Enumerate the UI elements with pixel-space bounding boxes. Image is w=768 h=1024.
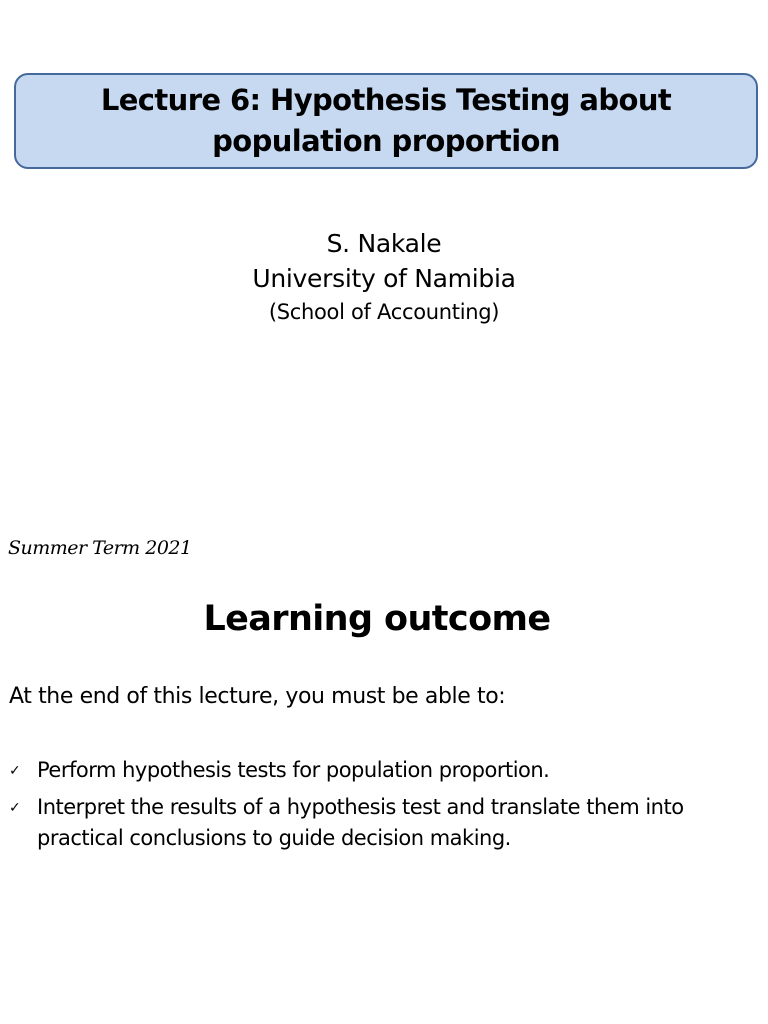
lecture-title-line-1: Lecture 6: Hypothesis Testing about bbox=[100, 83, 672, 117]
learning-outcome-heading: Learning outcome bbox=[203, 599, 551, 639]
intro-text: At the end of this lecture, you must be able to: bbox=[9, 684, 506, 709]
school-name: (School of Accounting) bbox=[268, 300, 500, 324]
title-box bbox=[14, 73, 758, 169]
checkmark-icon: ✓ bbox=[9, 800, 21, 816]
outcome-list bbox=[9, 755, 766, 860]
lecture-title-line-2: population proportion bbox=[212, 124, 560, 158]
outcome-item bbox=[9, 755, 766, 786]
term-label: Summer Term 2021 bbox=[8, 537, 192, 559]
checkmark-icon: ✓ bbox=[9, 763, 21, 779]
author-block bbox=[0, 226, 768, 329]
outcome-text: Interpret the results of a hypothesis test and translate them into practical conclusions to guide decision making. bbox=[37, 795, 684, 850]
outcome-item bbox=[9, 792, 766, 854]
author-name: S. Nakale bbox=[326, 229, 442, 258]
outcome-text: Perform hypothesis tests for population proportion. bbox=[37, 758, 550, 782]
university-name: University of Namibia bbox=[252, 264, 516, 293]
